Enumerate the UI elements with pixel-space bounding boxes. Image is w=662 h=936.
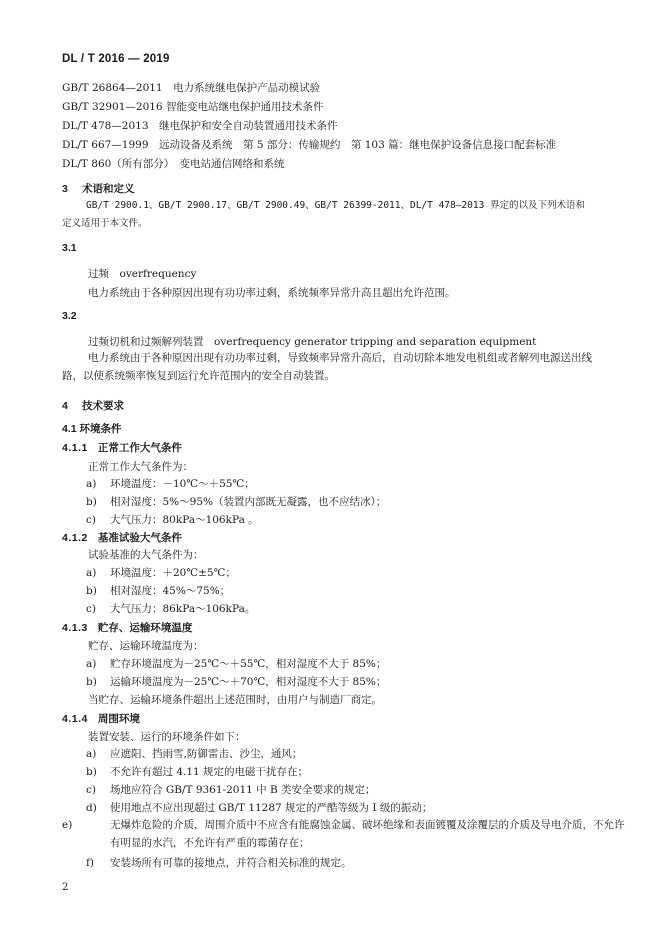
list-marker: b) (86, 676, 97, 688)
clause-4-1-4-heading (62, 711, 140, 726)
clause-title: 基准试验大气条件 (97, 532, 182, 544)
list-item (86, 782, 376, 797)
list-item (86, 855, 352, 870)
list-marker: b) (86, 766, 97, 778)
list-item (86, 583, 230, 598)
clause-lead: 贮存、运输环境温度为： (88, 640, 204, 652)
list-marker: b) (86, 585, 97, 597)
term-heading: 过频切机和过频解列装置 overfrequency generator tripping and separation equipment (88, 336, 537, 348)
list-text: 相对湿度：5%～95%（装置内部既无凝露，也不应结冰）； (110, 496, 387, 508)
list-text: 无爆炸危险的介质，周围介质中不应含有能腐蚀金属、破坏绝缘和表面镀覆及涂覆层的介质及导电介质，不允许有明显的水汽，不允许有严重的霉菌存在； (110, 819, 625, 849)
section-title: 术语和定义 (82, 183, 135, 195)
clause-lead: 正常工作大气条件为： (88, 461, 193, 473)
reference-entry: DL/T 860（所有部分） 变电站通信网络和系统 (62, 158, 285, 170)
section-3-heading (62, 181, 135, 196)
list-text: 运输环境温度为－25℃～＋70℃，相对湿度不大于 85%； (110, 676, 387, 688)
reference-entry: DL/T 478—2013 继电保护和安全自动装置通用技术条件 (62, 120, 338, 132)
list-text: 安装场所有可靠的接地点，并符合相关标准的规定。 (110, 857, 352, 869)
list-item (86, 476, 255, 491)
list-marker: f) (86, 857, 94, 869)
list-item (62, 816, 630, 852)
list-text: 使用地点不应出现超过 GB/T 11287 规定的严酷等级为 I 级的振动； (110, 802, 433, 814)
list-marker: a) (86, 478, 97, 490)
clause-lead: 试验基准的大气条件为： (88, 549, 204, 561)
section-3-intro: GB/T 2900.1、GB/T 2900.17、GB/T 2900.49、GB/T 26399-2011、DL/T 478—2013 界定的以及下列术语和定义适用于本文件。 (62, 200, 586, 229)
clause-number: 4.1.1 (62, 442, 88, 454)
subsection-4-1-heading: 4.1 环境条件 (62, 423, 122, 435)
list-marker: c) (86, 784, 96, 796)
clause-lead: 装置安装、运行的环境条件如下： (88, 731, 246, 743)
reference-entry: GB/T 32901—2016 智能变电站继电保护通用技术条件 (62, 101, 324, 113)
clause-title: 正常工作大气条件 (97, 442, 182, 454)
clause-title: 周围环境 (97, 713, 140, 725)
term-definition: 电力系统由于各种原因出现有功功率过剩，系统频率异常升高且超出允许范围。 (88, 287, 456, 299)
clause-number: 4.1.2 (62, 532, 88, 544)
list-item (86, 601, 255, 616)
term-definition: 电力系统由于各种原因出现有功功率过剩，导致频率异常升高后，自动切除本地发电机组或者解列电源送出线路，以使系统频率恢复到运行允许范围内的安全自动装置。 (62, 352, 592, 382)
list-text: 环境温度：＋20℃±5℃； (110, 567, 236, 579)
list-item (86, 800, 432, 815)
clause-4-1-1-heading (62, 440, 182, 455)
list-text: 大气压力：86kPa～106kPa。 (110, 603, 256, 615)
list-marker: d) (86, 802, 97, 814)
clause-4-1-2-heading (62, 530, 182, 545)
reference-entry: DL/T 667—1999 远动设备及系统 第 5 部分：传输规约 第 103 篇：继电保护设备信息接口配套标准 (62, 139, 557, 151)
list-text: 环境温度：－10℃～＋55℃； (110, 478, 255, 490)
list-marker: c) (86, 603, 96, 615)
list-text: 不允许有超过 4.11 规定的电磁干扰存在； (110, 766, 309, 778)
list-marker: a) (86, 748, 97, 760)
list-item (86, 494, 386, 509)
list-text: 相对湿度：45%～75%； (110, 585, 231, 597)
list-item (86, 565, 236, 580)
section-title: 技术要求 (82, 400, 124, 412)
term-heading: 过频 overfrequency (88, 268, 197, 280)
section-4-heading (62, 398, 124, 413)
list-marker: e) (62, 819, 73, 831)
clause-4-1-3-heading (62, 620, 192, 635)
list-item (86, 746, 302, 761)
list-text: 贮存环境温度为－25℃～＋55℃，相对湿度不大于 85%； (110, 658, 387, 670)
clause-number: 4.1.4 (62, 713, 88, 725)
clause-tail: 当贮存、运输环境条件超出上述范围时，由用户与制造厂商定。 (88, 694, 382, 706)
list-text: 大气压力：80kPa～106kPa 。 (110, 514, 259, 526)
reference-entry: GB/T 26864—2011 电力系统继电保护产品动模试验 (62, 82, 321, 94)
list-marker: a) (86, 658, 97, 670)
list-marker: c) (86, 514, 96, 526)
list-item (86, 764, 308, 779)
section-number: 3 (62, 183, 68, 195)
list-text: 应遮阳、挡雨雪,防御雷击、沙尘，通风； (110, 748, 303, 760)
term-number: 3.2 (62, 310, 77, 322)
document-header: DL / T 2016 — 2019 (62, 53, 170, 65)
clause-title: 贮存、运输环境温度 (97, 622, 193, 634)
list-marker: a) (86, 567, 97, 579)
list-item (86, 656, 386, 671)
list-text: 场地应符合 GB/T 9361-2011 中 B 类安全要求的规定； (110, 784, 376, 796)
term-number: 3.1 (62, 242, 77, 254)
section-number: 4 (62, 400, 68, 412)
list-item (86, 674, 386, 689)
clause-number: 4.1.3 (62, 622, 88, 634)
list-marker: b) (86, 496, 97, 508)
page-number: 2 (62, 882, 69, 893)
list-item (86, 512, 259, 527)
